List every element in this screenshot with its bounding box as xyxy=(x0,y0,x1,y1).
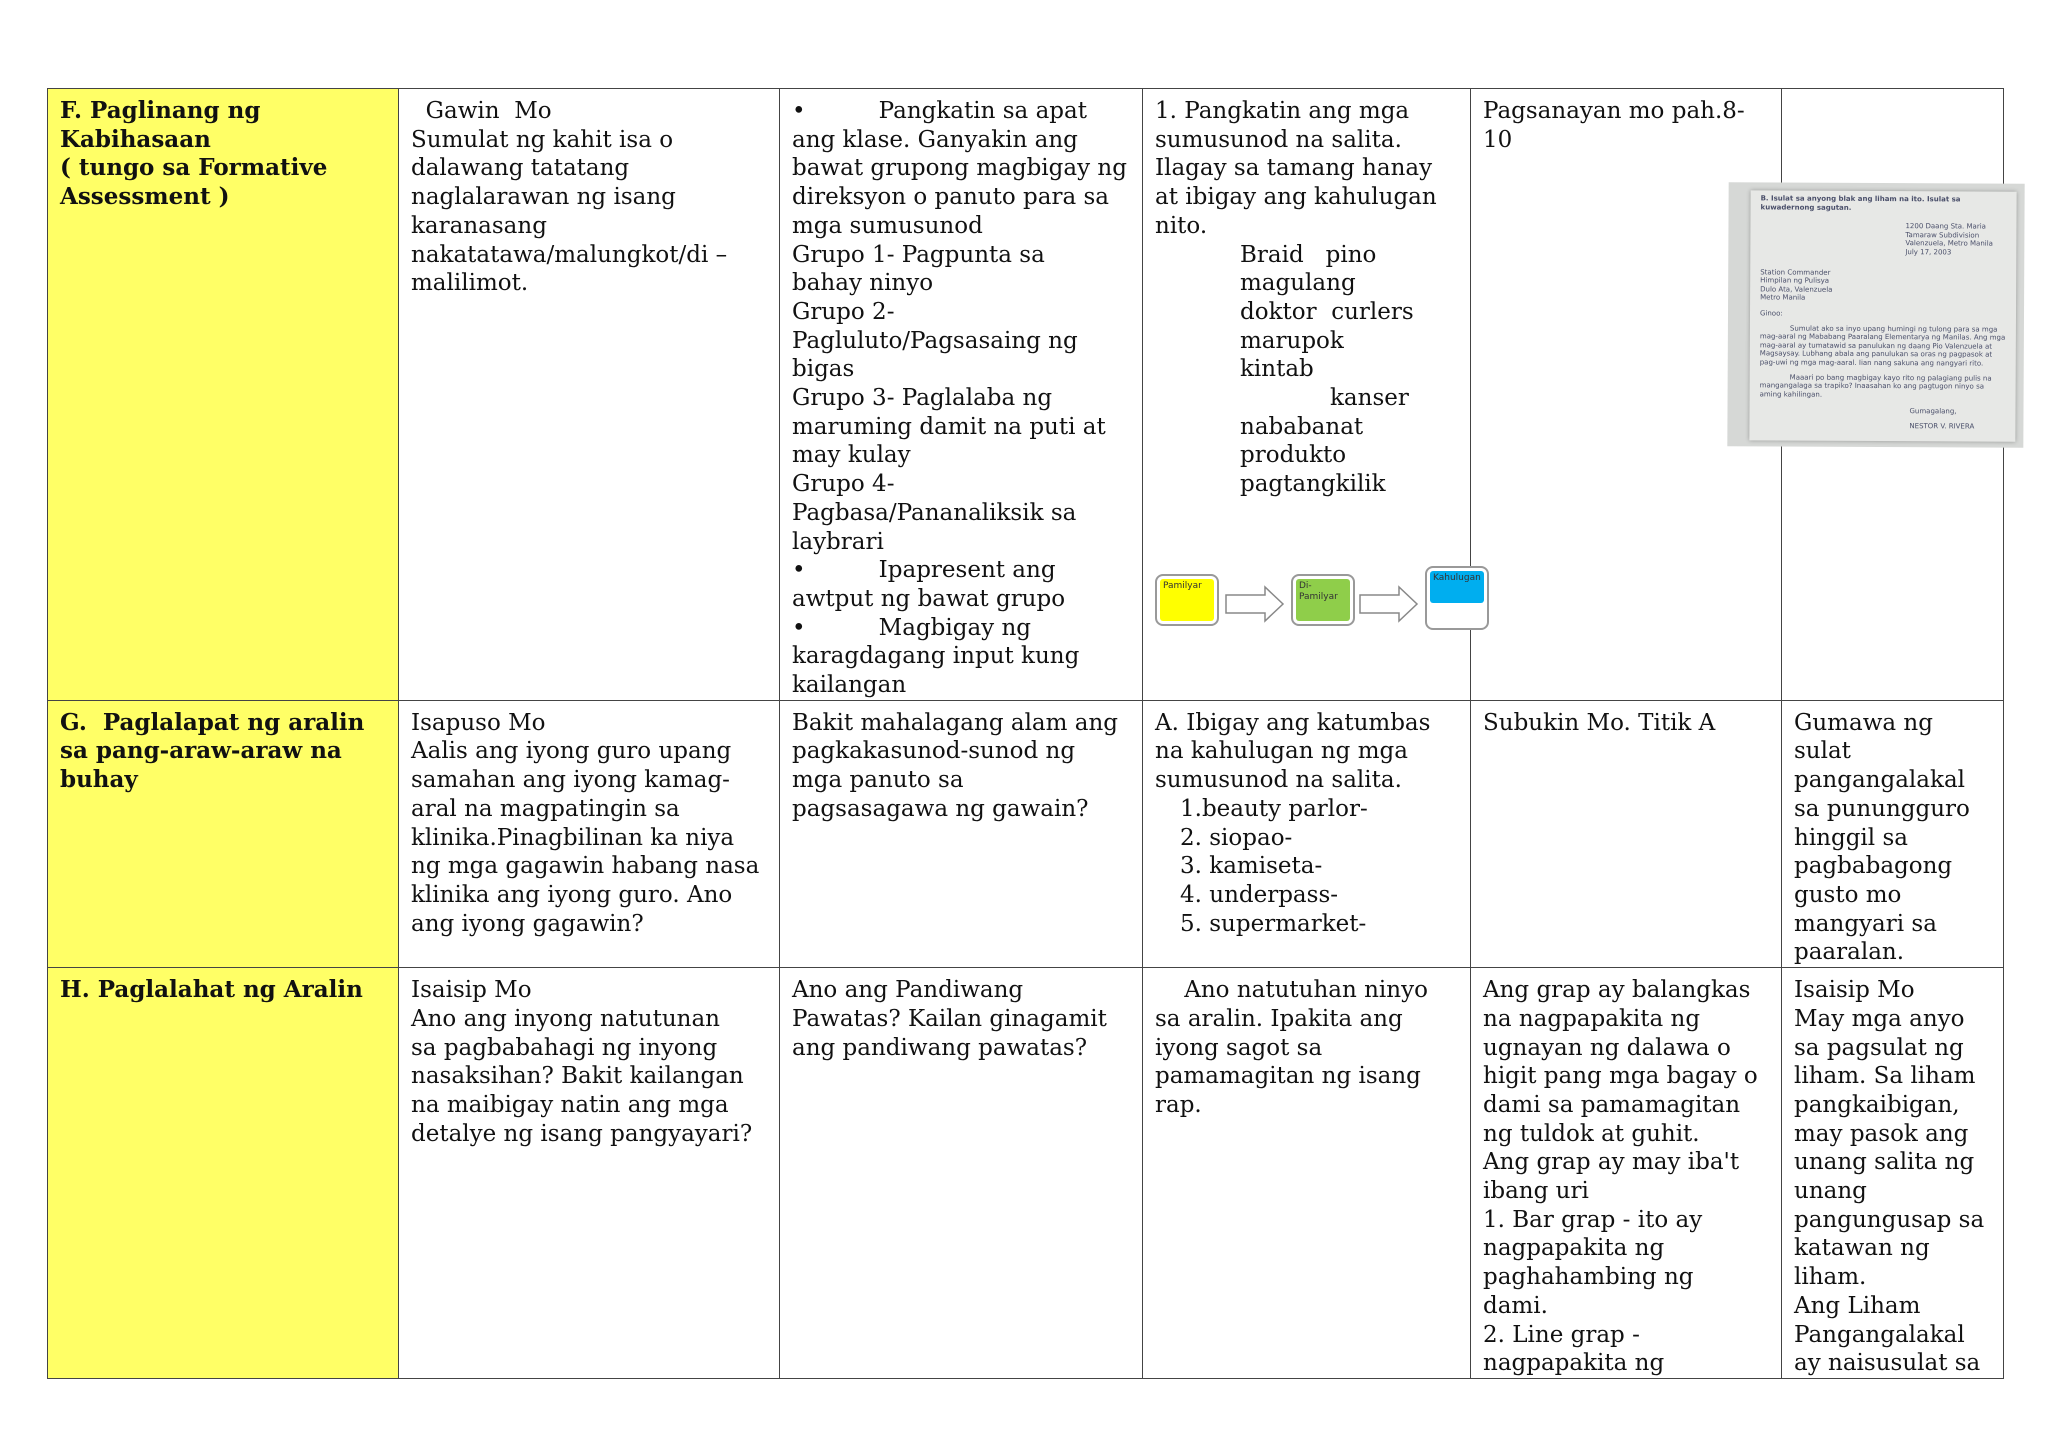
text-line: Grupo 1- Pagpunta sa xyxy=(792,241,1045,268)
row-h-col1 xyxy=(399,968,780,1379)
text-line: Kabihasaan xyxy=(60,125,211,153)
kahulugan-label: Kahulugan xyxy=(1430,571,1484,603)
text-line: sa aralin. Ipakita ang xyxy=(1155,1005,1403,1032)
text-line: awtput ng bawat grupo xyxy=(792,585,1066,612)
text-line: paghahambing ng xyxy=(1483,1264,1694,1291)
text-line: marupok xyxy=(1240,327,1344,354)
text-line: Tamaraw Subdivision xyxy=(1905,230,1980,240)
row-f xyxy=(48,89,2004,701)
letter-salutation: Ginoo: xyxy=(1759,309,1783,318)
text-line: ng tuldok at guhit. xyxy=(1483,1120,1700,1147)
text-line: sumusunod na salita. xyxy=(1155,767,1402,794)
text-line: Pagluluto/Pagsasaing ng xyxy=(792,327,1078,354)
text-line: mga panuto sa xyxy=(792,767,964,794)
text-line: sa pagsulat ng xyxy=(1794,1034,1964,1061)
text-line: kintab xyxy=(1240,356,1314,383)
text-line: Isaisip Mo xyxy=(1794,977,1915,1004)
text-line: Ano natutuhan ninyo xyxy=(1155,977,1428,1004)
text-line: Braid pino xyxy=(1240,241,1377,268)
text-line: nito. xyxy=(1155,212,1208,239)
letter-heading xyxy=(1905,222,2006,257)
row-h-col5 xyxy=(1782,968,2004,1379)
text-line: sa punungguro xyxy=(1794,795,1970,822)
text-line: Pangangalakal xyxy=(1794,1321,1965,1348)
text-line: klinika.Pinagbilinan ka niya xyxy=(411,824,735,851)
text-line: Dulo Ata, Valenzuela xyxy=(1760,285,1833,294)
row-f-label xyxy=(48,89,399,701)
text-line: Grupo 2- xyxy=(792,298,895,325)
arrow-right-icon xyxy=(1359,586,1419,622)
text-line: produkto xyxy=(1240,442,1347,469)
text-line: 3. kamiseta- xyxy=(1180,853,1323,880)
row-g-col5 xyxy=(1782,700,2004,967)
text-line: Ang grap ay may iba't xyxy=(1483,1149,1740,1176)
text-line: Pawatas? Kailan ginagamit xyxy=(792,1005,1107,1032)
text-line: • Ipapresent ang xyxy=(792,557,1056,584)
text-line: Aalis ang iyong guro upang xyxy=(411,738,732,765)
row-f-col3-words-b xyxy=(1155,384,1458,413)
row-g-col3 xyxy=(1143,700,1471,967)
text-line: pangangalakal xyxy=(1794,767,1966,794)
text-line: maruming damit na puti at xyxy=(792,413,1106,440)
arrow-right-icon xyxy=(1225,586,1285,622)
text-line: at ibigay ang kahulugan xyxy=(1155,184,1437,211)
text-line: F. Paglinang ng xyxy=(60,97,261,124)
text-line: laybrari xyxy=(792,528,884,555)
text-line: May mga anyo xyxy=(1794,1005,1965,1032)
text-line: pangungusap sa xyxy=(1794,1206,1985,1233)
text-line: dami sa pamamagitan xyxy=(1483,1091,1741,1118)
kahulugan-box xyxy=(1425,566,1489,630)
text-line: hinggil sa xyxy=(1794,824,1908,851)
row-g-col4 xyxy=(1471,700,1782,967)
text-line: malilimot. xyxy=(411,270,529,297)
text-line: buhay xyxy=(60,766,138,794)
text-line: nababanat xyxy=(1240,413,1364,440)
di-pamilyar-box xyxy=(1291,574,1355,626)
text-line: kailangan xyxy=(792,672,907,699)
text-line: 4. underpass- xyxy=(1180,881,1339,908)
text-line: na maibigay natin ang mga xyxy=(411,1091,729,1118)
text-line: rap. xyxy=(1155,1091,1202,1118)
text-line: ng mga gagawin habang nasa xyxy=(411,853,760,880)
sample-letter-photo xyxy=(1727,182,2024,448)
text-line: pagkakasunod-sunod ng xyxy=(792,738,1076,765)
text-line: 1200 Daang Sta. Maria xyxy=(1905,222,1986,231)
text-line: Subukin Mo. Titik A xyxy=(1483,709,1716,736)
text-line: liham. Sa liham xyxy=(1794,1063,1976,1090)
row-h-col4 xyxy=(1471,968,1782,1379)
text-line: karagdagang input kung xyxy=(792,643,1080,670)
text-line: nagpapakita ng xyxy=(1483,1235,1665,1262)
row-f-col3-intro xyxy=(1155,97,1458,241)
text-line: 1. Bar grap - ito ay xyxy=(1483,1206,1703,1233)
text-line: na nagpapakita ng xyxy=(1483,1005,1701,1032)
text-line: higit pang mga bagay o xyxy=(1483,1063,1758,1090)
text-line: bigas xyxy=(792,356,855,383)
row-f-col3-words-c xyxy=(1155,413,1458,499)
text-line: Pagsanayan mo pah.8- xyxy=(1483,98,1745,124)
text-line: sumusunod na salita. xyxy=(1155,126,1402,153)
text-line: naglalarawan ng isang xyxy=(411,184,676,211)
letter-signature: NESTOR V. RIVERA xyxy=(1909,422,1975,431)
text-line: may kulay xyxy=(792,442,911,469)
letter-body-1: Sumulat ako sa inyo upang humingi ng tulong para sa mga mag-aaral ng Mababang Paaralang Elementarya ng Manilas. Ang mga mag-aaral ay tumatawid sa panulukan ng daang Pio Valenzuela at Magsaysay. Lubhang abala ang panulukan sa oras ng pagpasok at pag-uwi ng mga mag-aaral. Iian nang sakuna ang nangyari rito. xyxy=(1759,324,2006,368)
text-line: paaralan. xyxy=(1794,939,1905,966)
text-line: H. Paglalahat ng Aralin xyxy=(60,976,363,1004)
row-g-col3-intro xyxy=(1155,709,1458,795)
text-line: ( tungo sa Formative xyxy=(60,154,328,182)
text-line: detalye ng isang pangyayari? xyxy=(411,1120,753,1147)
text-line: 1. Pangkatin ang mga xyxy=(1155,98,1410,124)
text-line: ang klase. Ganyakin ang xyxy=(792,126,1078,153)
text-line: ibang uri xyxy=(1483,1178,1589,1205)
text-line: samahan ang iyong kamag- xyxy=(411,767,730,794)
text-line: 1.beauty parlor- xyxy=(1180,795,1368,822)
row-f-col3 xyxy=(1143,89,1481,701)
text-line: Isapuso Mo xyxy=(411,709,546,736)
row-g-col1 xyxy=(399,700,780,967)
row-h-col3 xyxy=(1143,968,1471,1379)
row-f-col3-words xyxy=(1155,241,1458,385)
row-h xyxy=(48,968,2004,1379)
text-line: bawat grupong magbigay ng xyxy=(792,155,1127,182)
text-line: katawan ng xyxy=(1794,1235,1930,1262)
text-line: 2. Line grap - xyxy=(1483,1321,1640,1348)
row-h-col2 xyxy=(780,968,1143,1379)
text-line: ay naisusulat sa xyxy=(1794,1350,1981,1377)
row-f-col1 xyxy=(399,89,780,701)
text-line: 10 xyxy=(1483,126,1513,153)
text-line: nakatatawa/malungkot/di – xyxy=(411,241,728,268)
row-f-col2 xyxy=(780,89,1143,701)
di-pamilyar-label: Di- Pamilyar xyxy=(1296,579,1350,621)
letter-sheet xyxy=(1749,190,2016,441)
letter-inside-address xyxy=(1760,268,2006,304)
text-line: ugnayan ng dalawa o xyxy=(1483,1034,1731,1061)
text-line: Grupo 4- xyxy=(792,471,895,498)
text-line: Pagbasa/Pananaliksik sa xyxy=(792,499,1077,526)
text-line: Valenzuela, Metro Manila xyxy=(1905,239,1993,248)
text-line: pagbabagong xyxy=(1794,853,1953,880)
text-line: sa pagbabahagi ng inyong xyxy=(411,1034,718,1061)
text-line: Ang grap ay balangkas xyxy=(1483,977,1751,1004)
pamilyar-label: Pamilyar xyxy=(1160,579,1214,621)
text-line: • Pangkatin sa apat xyxy=(792,98,1087,124)
text-line: Bakit mahalagang alam ang xyxy=(792,709,1119,736)
text-line: 2. siopao- xyxy=(1180,824,1293,851)
letter-instruction: B. Isulat sa anyong blak ang liham na ito. Isulat sa kuwadernong sagutan. xyxy=(1760,194,1961,212)
text-line: Ang Liham xyxy=(1794,1292,1921,1319)
text-line: mangyari sa xyxy=(1794,910,1937,937)
text-line: pagtangkilik xyxy=(1240,471,1386,498)
text-line: sa pang-araw-araw na xyxy=(60,737,342,765)
row-h-label xyxy=(48,968,399,1379)
letter-closing: Gumagalang, xyxy=(1909,407,1957,416)
text-line: Metro Manila xyxy=(1760,293,1806,302)
row-g-col2 xyxy=(780,700,1143,967)
text-line: A. Ibigay ang katumbas xyxy=(1155,709,1431,736)
text-line: pangkaibigan, xyxy=(1794,1091,1960,1118)
text-line: pagsasagawa ng gawain? xyxy=(792,795,1089,822)
text-line: mga sumusunod xyxy=(792,212,983,239)
text-line: pamamagitan ng isang xyxy=(1155,1063,1421,1090)
pamilyar-box xyxy=(1155,574,1219,626)
text-line: • Magbigay ng xyxy=(792,614,1032,641)
text-line: 5. supermarket- xyxy=(1180,910,1367,937)
text-line: Gawin Mo xyxy=(411,98,552,124)
text-line: unang salita ng xyxy=(1794,1149,1975,1176)
text-line: klinika ang iyong guro. Ano xyxy=(411,881,733,908)
text-line: Sumulat ng kahit isa o xyxy=(411,126,674,153)
word-category-diagram xyxy=(1155,574,1495,640)
text-line: liham. xyxy=(1794,1264,1867,1291)
text-line: iyong sagot sa xyxy=(1155,1034,1323,1061)
text-line: doktor curlers xyxy=(1240,298,1414,325)
text-line: karanasang xyxy=(411,212,547,239)
text-line: Ano ang Pandiwang xyxy=(792,977,1024,1004)
text-line: Gumawa ng xyxy=(1794,709,1933,736)
text-line: direksyon o panuto para sa xyxy=(792,184,1109,211)
text-line: ang iyong gagawin? xyxy=(411,910,644,937)
text-line: nasaksihan? Bakit kailangan xyxy=(411,1063,744,1090)
text-line: dami. xyxy=(1483,1292,1548,1319)
text-line: July 17, 2003 xyxy=(1905,248,1952,257)
text-line: Himpilan ng Pulisya xyxy=(1760,276,1830,285)
text-line: Station Commander xyxy=(1760,267,1831,277)
row-g-label xyxy=(48,700,399,967)
text-line: aral na magpatingin sa xyxy=(411,795,680,822)
letter-body-2: Maaari po bang magbigay kayo rito ng palagiang pulis na mangangalaga sa trapiko? Inaasahan ko ang pagtugon ninyo sa aming kahilingan. xyxy=(1759,373,1992,399)
text-line: ang pandiwang pawatas? xyxy=(792,1034,1088,1061)
text-line: na kahulugan ng mga xyxy=(1155,738,1408,765)
text-line: Assessment ) xyxy=(60,183,230,211)
text-line: G. Paglalapat ng aralin xyxy=(60,708,365,736)
row-g-col3-list xyxy=(1155,795,1458,939)
text-line: dalawang tatatang xyxy=(411,155,630,182)
text-line: Grupo 3- Paglalaba ng xyxy=(792,385,1053,412)
lesson-plan-table xyxy=(47,88,2004,1379)
text-line: magulang xyxy=(1240,270,1356,297)
text-line: nagpapakita ng xyxy=(1483,1350,1665,1377)
text-line: gusto mo xyxy=(1794,881,1902,908)
text-line: Ano ang inyong natutunan xyxy=(411,1005,720,1032)
text-line: bahay ninyo xyxy=(792,270,934,297)
text-line: may pasok ang xyxy=(1794,1120,1969,1147)
text-line: unang xyxy=(1794,1178,1867,1205)
text-line: Isaisip Mo xyxy=(411,977,532,1004)
row-g xyxy=(48,700,2004,967)
text-line: sulat xyxy=(1794,738,1851,765)
text-line: kanser xyxy=(1330,385,1409,412)
text-line: Ilagay sa tamang hanay xyxy=(1155,155,1433,182)
